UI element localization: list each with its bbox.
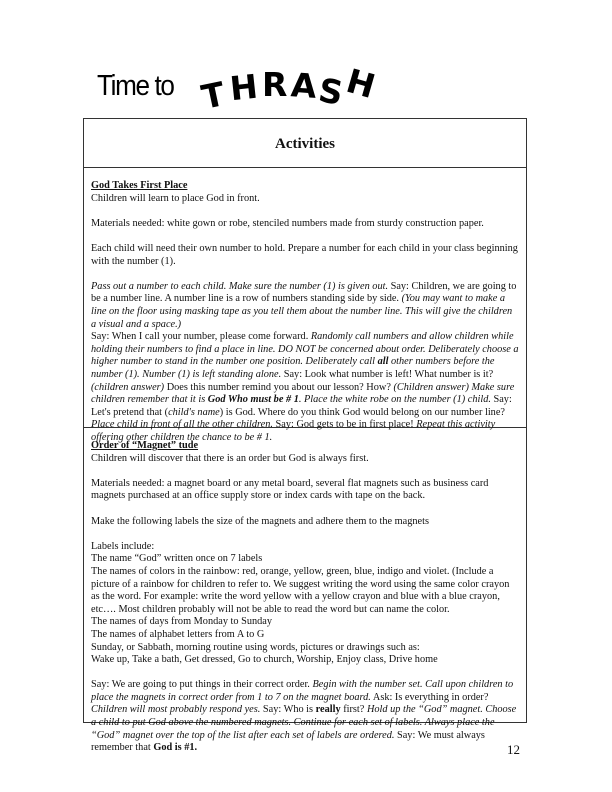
labels-intro: Labels include: xyxy=(91,540,155,552)
text-run: Say: When I call your number, please come forward. xyxy=(91,331,311,343)
materials-text: Materials needed: white gown or robe, stenciled numbers made from sturdy construction paper. xyxy=(91,217,484,229)
text-run: Say: Let's pretend that ( xyxy=(91,394,512,418)
label-item: The names of days from Monday to Sunday xyxy=(91,616,273,628)
thrash-letter: R xyxy=(262,65,288,104)
text-run: (Children answer) Make sure children remember that it is xyxy=(91,381,515,406)
text-run: other numbers before the number (1). Number (1) is left standing alone. xyxy=(91,356,495,380)
text-run: child's name xyxy=(168,406,220,418)
section-god-takes-first-place xyxy=(84,168,526,443)
section-title: God Takes First Place xyxy=(91,180,188,191)
text-run: Say: Who is xyxy=(260,704,316,716)
section-order-of-magnet-tude xyxy=(84,428,526,755)
text-run: Say: Look what number is left! What number is it? xyxy=(281,368,494,380)
thrash-letter: T xyxy=(198,74,229,117)
text-run: all xyxy=(377,356,389,368)
page-header xyxy=(97,60,517,117)
section-intro: Children will learn to place God in front. xyxy=(91,192,260,204)
text-run: God Who must be # 1 xyxy=(207,394,299,406)
text-run: Pass out a number to each child. Make sure the number (1) is given out. xyxy=(91,280,389,292)
section-intro: Children will discover that there is an order but God is always first. xyxy=(91,452,369,464)
text-run: Say: God gets to be in first place! xyxy=(272,419,417,431)
thrash-letter: A xyxy=(289,65,318,106)
labels-instructions: Make the following labels the size of the magnets and adhere them to the magnets xyxy=(91,515,429,527)
text-run: Randomly call numbers and allow children while holding their numbers to find a place in line. DO NOT be concerned about order. Deliberately choose a higher number to stand in the number one position. Deliberately call xyxy=(91,331,519,368)
text-run: Repeat this activity offering other children the chance to be # 1. xyxy=(91,419,496,443)
page-number: 12 xyxy=(507,742,520,757)
text-run: Say: We are going to put things in their correct order. xyxy=(91,679,313,691)
instruction-paragraph xyxy=(91,679,519,755)
materials-text: Materials needed: a magnet board or any metal board, several flat magnets such as business card magnets purchased at an office supply store or index cards with tape on the back. xyxy=(91,477,489,502)
text-run: (You may want to make a line on the floor using masking tape as you tell them about the number line. This will give the children a visual and a space.) xyxy=(91,293,513,330)
label-item: The names of alphabet letters from A to G xyxy=(91,628,265,640)
label-item: The names of colors in the rainbow: red, orange, yellow, green, blue, indigo and violet. (Include a picture of a rainbow for children to refer to. We suggest writing the word using the same color crayon as the word. For example: write the word yellow with a yellow crayon and blue with a blue crayon, etc…. Most children probably will not be able to read the word but can name the color. xyxy=(91,565,510,615)
label-item: The name “God” written once on 7 labels xyxy=(91,553,263,565)
section-title: Order of “Magnet” tude xyxy=(91,440,199,451)
text-run: really xyxy=(315,704,341,716)
text-run: Say: Children, we are going to be a number line. A number line is a row of numbers standing side by side. xyxy=(91,280,517,305)
routine-items: Wake up, Take a bath, Get dressed, Go to church, Worship, Enjoy class, Drive home xyxy=(91,654,438,666)
text-run: God is #1. xyxy=(153,742,198,754)
instruction-paragraph xyxy=(91,331,519,444)
text-run: Ask: Is everything in order? xyxy=(370,691,489,703)
instruction-paragraph xyxy=(91,281,519,331)
text-run: (children answer) xyxy=(91,381,165,393)
text-run: Begin with the number set. Call upon children to place the magnets in correct order from 1 to 7 on the magnet board. xyxy=(91,679,514,703)
text-run: first? xyxy=(340,704,367,716)
text-run: Does this number remind you about our lesson? How? xyxy=(164,381,394,393)
activities-title: Activities xyxy=(84,119,526,168)
header-time-to: Time to xyxy=(97,70,174,102)
prep-text: Each child will need their own number to hold. Prepare a number for each child in your class beginning with the number (1). xyxy=(91,242,518,267)
text-run: Children will most probably respond yes. xyxy=(91,704,261,716)
text-run: . Place the white robe on the number (1) child. xyxy=(298,394,491,406)
text-run: ) is God. Where do you think God would belong on our number line? xyxy=(219,406,505,418)
thrash-letter: H xyxy=(342,60,380,107)
label-item: Sunday, or Sabbath, morning routine using words, pictures or drawings such as: xyxy=(91,641,420,653)
thrash-letter: H xyxy=(228,66,260,109)
text-run: Hold up the “God” magnet. Choose a child to put God above the numbered magnets. Continue for each set of labels. Always place the “God” magnet over the top of the list after each set of labels are ordered. xyxy=(91,704,517,741)
text-run: Place child in front of all the other children. xyxy=(91,419,273,431)
thrash-letter: S xyxy=(315,70,346,113)
text-run: Say: We must always remember that xyxy=(91,729,485,754)
